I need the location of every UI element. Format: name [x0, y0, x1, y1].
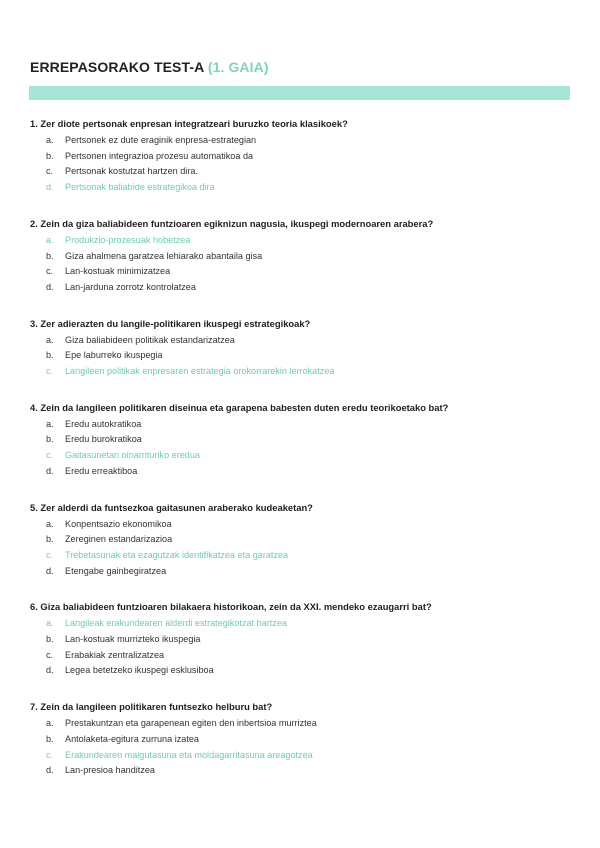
answer-letter: c. — [46, 549, 54, 560]
answer-option — [30, 348, 575, 364]
answer-option — [30, 732, 575, 748]
answer-letter: d. — [46, 182, 54, 193]
answer-option — [30, 417, 575, 433]
answer-letter: a. — [46, 718, 54, 729]
answer-letter: c. — [46, 166, 54, 177]
question-5 — [30, 502, 575, 580]
question-3 — [30, 318, 575, 380]
answer-letter: b. — [46, 634, 54, 645]
answer-text: Trebetasunak eta ezagutzak identifikatzea eta garatzea — [65, 549, 289, 560]
answer-option-correct — [30, 548, 575, 564]
answer-option — [30, 716, 575, 732]
answer-text: Gaitasunetan oinarrituriko eredua — [65, 450, 200, 461]
answer-letter: b. — [46, 434, 54, 445]
header-banner — [29, 86, 570, 100]
answer-option-correct — [30, 180, 575, 196]
answer-text: Lan-jarduna zorrotz kontrolatzea — [65, 281, 196, 292]
answer-text: Zereginen estandarizazioa — [65, 534, 173, 545]
title-accent: (1. GAIA) — [207, 59, 269, 75]
question-7 — [30, 701, 575, 779]
answer-letter: c. — [46, 749, 54, 760]
answer-text: Eredu burokratikoa — [65, 434, 142, 445]
answer-option — [30, 249, 575, 265]
answer-letter: a. — [46, 418, 54, 429]
answer-letter: c. — [46, 450, 54, 461]
answer-list — [30, 716, 575, 779]
answer-text: Lan-kostuak murrizteko ikuspegia — [65, 634, 201, 645]
answer-letter: a. — [46, 234, 54, 245]
answer-option — [30, 532, 575, 548]
answer-option-correct — [30, 364, 575, 380]
answer-text: Antolaketa-egitura zurruna izatea — [65, 733, 199, 744]
answer-text: Pertsonak baliabide estrategikoa dira — [65, 182, 215, 193]
answer-letter: d. — [46, 465, 54, 476]
answer-letter: b. — [46, 350, 54, 361]
answer-option-correct — [30, 748, 575, 764]
answer-text: Erakundearen malgutasuna eta moldagarritasuna areagotzea — [65, 749, 313, 760]
answer-list — [30, 233, 575, 296]
answer-option — [30, 133, 575, 149]
title-main: ERREPASORAKO TEST-A — [30, 59, 204, 75]
answer-letter: d. — [46, 565, 54, 576]
answer-text: Epe laburreko ikuspegia — [65, 350, 163, 361]
question-6 — [30, 601, 575, 679]
answer-text: Lan-kostuak minimizatzea — [65, 266, 171, 277]
answer-option — [30, 164, 575, 180]
question-list — [30, 118, 575, 801]
question-1 — [30, 118, 575, 196]
answer-letter: b. — [46, 250, 54, 261]
answer-option-correct — [30, 448, 575, 464]
question-2 — [30, 218, 575, 296]
answer-text: Giza baliabideen politikak estandarizatzea — [65, 334, 235, 345]
answer-letter: b. — [46, 150, 54, 161]
question-4 — [30, 402, 575, 480]
answer-letter: c. — [46, 649, 54, 660]
question-text: 7. Zein da langileen politikaren funtsezko helburu bat? — [30, 701, 273, 713]
answer-option-correct — [30, 616, 575, 632]
answer-text: Langileen politikak enpresaren estrategia orokorrarekin lerrokatzea — [65, 366, 335, 377]
answer-option — [30, 280, 575, 296]
answer-text: Eredu erreaktiboa — [65, 465, 138, 476]
answer-list — [30, 616, 575, 679]
answer-letter: d. — [46, 765, 54, 776]
question-text: 2. Zein da giza baliabideen funtzioaren egiknizun nagusia, ikuspegi modernoaren arabera? — [30, 217, 434, 229]
answer-option — [30, 763, 575, 779]
answer-option — [30, 663, 575, 679]
answer-letter: a. — [46, 334, 54, 345]
question-text: 5. Zer alderdi da funtsezkoa gaitasunen araberako kudeaketan? — [30, 501, 313, 513]
answer-letter: a. — [46, 518, 54, 529]
answer-letter: b. — [46, 733, 54, 744]
answer-letter: d. — [46, 665, 54, 676]
answer-text: Lan-presioa handitzea — [65, 765, 155, 776]
answer-list — [30, 133, 575, 196]
answer-letter: c. — [46, 266, 54, 277]
answer-letter: a. — [46, 135, 54, 145]
question-text: 1. Zer diote pertsonak enpresan integratzeari buruzko teoria klasikoek? — [30, 118, 348, 129]
question-text: 6. Giza baliabideen funtzioaren bilakaera historikoan, zein da XXI. mendeko ezaugarri bat? — [30, 601, 432, 613]
answer-option — [30, 432, 575, 448]
answer-option-correct — [30, 233, 575, 249]
question-text: 4. Zein da langileen politikaren diseinua eta garapena babesten duten eredu teorikoetako bat? — [30, 401, 449, 413]
answer-list — [30, 333, 575, 380]
answer-text: Pertsonek ez dute eraginik enpresa-estrategian — [65, 135, 257, 145]
answer-text: Eredu autokratikoa — [65, 418, 142, 429]
answer-list — [30, 517, 575, 580]
question-text: 3. Zer adierazten du langile-politikaren ikuspegi estrategikoak? — [30, 317, 311, 329]
answer-list — [30, 417, 575, 480]
answer-option — [30, 648, 575, 664]
answer-text: Etengabe gainbegiratzea — [65, 565, 167, 576]
page-title — [30, 59, 269, 75]
answer-text: Pertsonak kostutzat hartzen dira. — [65, 166, 198, 177]
answer-option — [30, 264, 575, 280]
answer-option — [30, 464, 575, 480]
answer-option — [30, 517, 575, 533]
answer-option — [30, 333, 575, 349]
answer-option — [30, 564, 575, 580]
answer-text: Giza ahalmena garatzea lehiarako abantaila gisa — [65, 250, 263, 261]
answer-text: Produkzio-prozesuak hobetzea — [65, 234, 191, 245]
answer-letter: c. — [46, 366, 54, 377]
answer-option — [30, 149, 575, 165]
answer-text: Pertsonen integrazioa prozesu automatikoa da — [65, 150, 254, 161]
answer-text: Langileak erakundearen alderdi estrategikotzat hartzea — [65, 618, 287, 629]
answer-letter: d. — [46, 281, 54, 292]
answer-option — [30, 632, 575, 648]
answer-letter: b. — [46, 534, 54, 545]
answer-text: Konpentsazio ekonomikoa — [65, 518, 172, 529]
answer-text: Legea betetzeko ikuspegi esklusiboa — [65, 665, 214, 676]
answer-letter: a. — [46, 618, 54, 629]
answer-text: Erabakiak zentralizatzea — [65, 649, 165, 660]
answer-text: Prestakuntzan eta garapenean egiten den inbertsioa murriztea — [65, 718, 317, 729]
